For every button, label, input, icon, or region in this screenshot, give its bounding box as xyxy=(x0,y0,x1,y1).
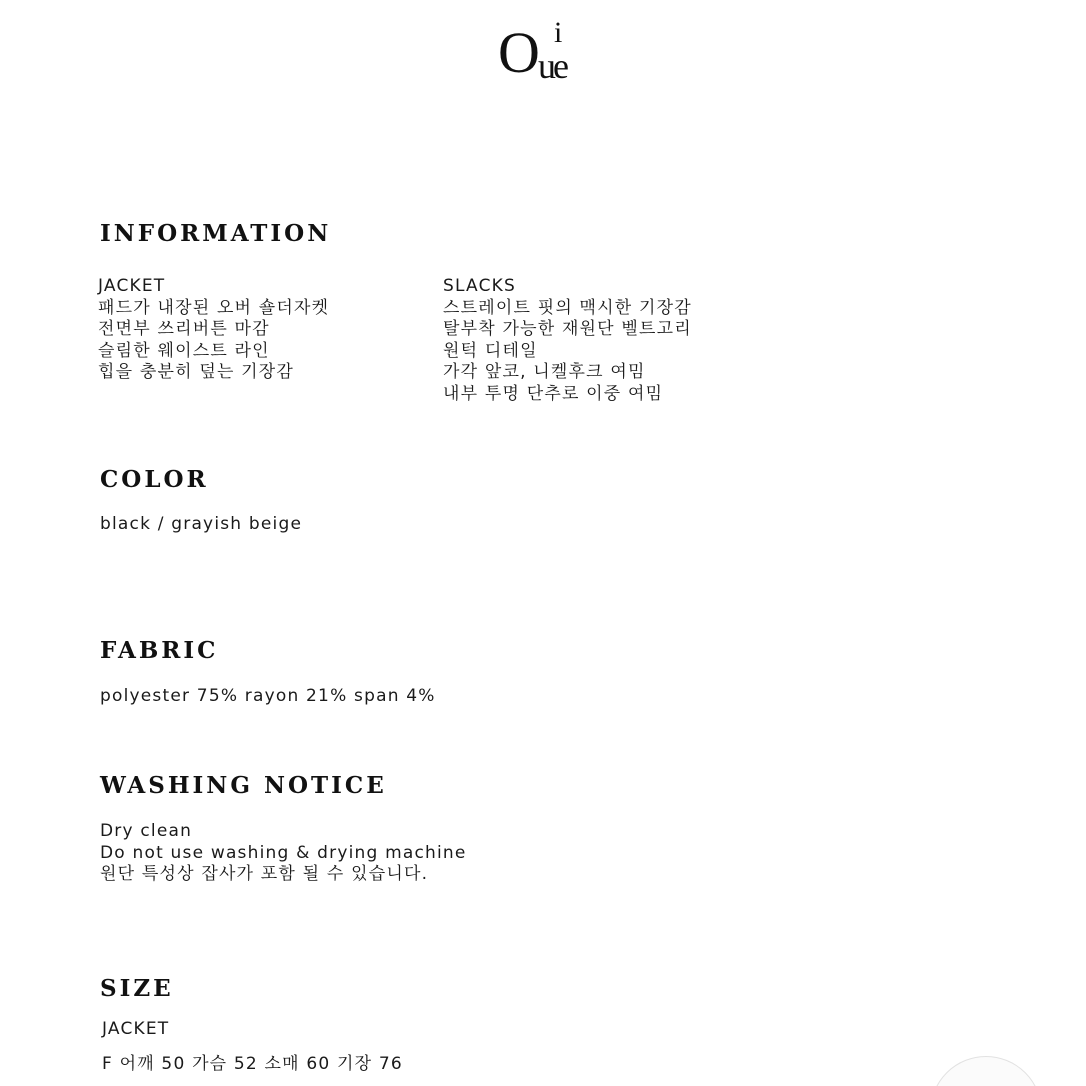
fabric-value: polyester 75% rayon 21% span 4% xyxy=(100,686,436,706)
washing-notice-line: Do not use washing & drying machine xyxy=(100,842,467,863)
washing-notice-line: Dry clean xyxy=(100,821,193,841)
slacks-info-title: SLACKS xyxy=(443,276,516,296)
scroll-top-button[interactable] xyxy=(930,1056,1042,1086)
logo-letter-o: O xyxy=(498,20,538,85)
jacket-info-line: 슬림한 웨이스트 라인 xyxy=(98,340,270,361)
washing-notice-list xyxy=(100,821,467,886)
jacket-info-line: 패드가 내장된 오버 숄더자켓 xyxy=(98,297,330,318)
slacks-info-line: 가각 앞코, 니켈후크 여밈 xyxy=(443,362,646,382)
color-heading: COLOR xyxy=(100,466,209,493)
jacket-info-title: JACKET xyxy=(98,276,166,296)
slacks-info-line: 탈부착 가능한 재원단 벨트고리 xyxy=(443,319,692,339)
washing-notice-line: 원단 특성상 잡사가 포함 될 수 있습니다. xyxy=(100,864,429,884)
slacks-info-list xyxy=(443,276,692,405)
information-heading: INFORMATION xyxy=(100,220,332,247)
brand-logo xyxy=(498,18,598,88)
slacks-info-line: 내부 투명 단추로 이중 여밈 xyxy=(443,383,664,404)
jacket-info-line: 힙을 충분히 덮는 기장감 xyxy=(98,362,295,382)
fabric-heading: FABRIC xyxy=(100,637,219,664)
washing-notice-heading: WASHING NOTICE xyxy=(100,772,387,799)
slacks-info-line: 스트레이트 핏의 맥시한 기장감 xyxy=(443,297,692,318)
size-heading: SIZE xyxy=(100,975,174,1002)
color-value: black / grayish beige xyxy=(100,514,303,534)
logo-letter-i: i xyxy=(554,16,563,49)
logo-letters-ue: ue xyxy=(538,46,566,86)
size-jacket-title: JACKET xyxy=(102,1019,170,1039)
jacket-info-line: 전면부 쓰리버튼 마감 xyxy=(98,319,270,339)
jacket-info-list xyxy=(98,276,329,384)
slacks-info-line: 원턱 디테일 xyxy=(443,340,538,361)
size-jacket-value: F 어깨 50 가슴 52 소매 60 기장 76 xyxy=(102,1054,403,1074)
